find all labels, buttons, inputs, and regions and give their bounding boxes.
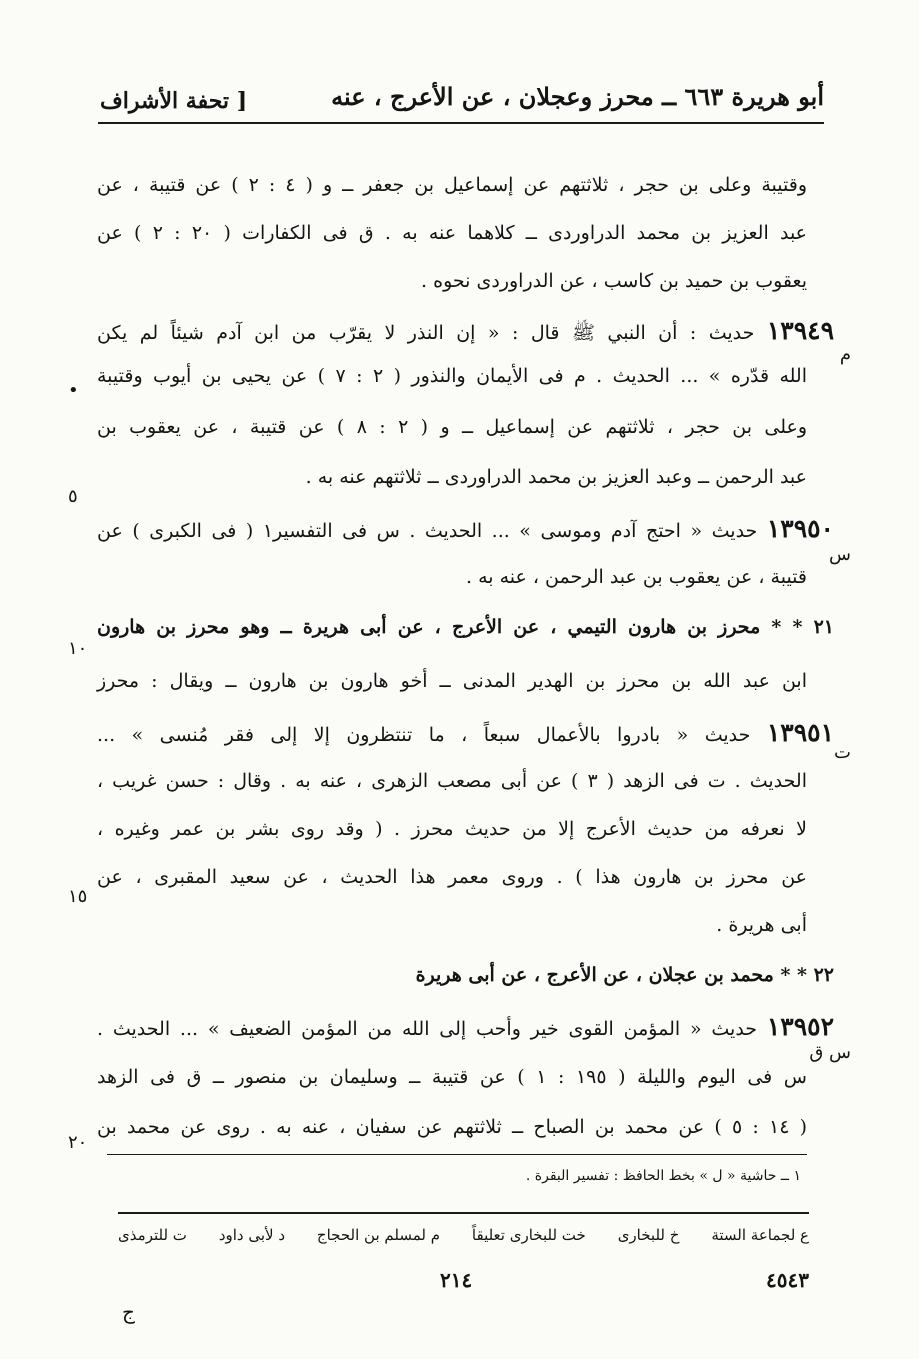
text-line: عبد العزيز بن محمد الدراوردى ــ كلاهما عنه به . ق فى الكفارات ( ٢٠ : ٢ ) عن	[97, 222, 808, 244]
text-line: عن محرز بن هارون هذا ) . وروى معمر هذا الحديث ، عن سعيد المقبرى ، عن	[97, 866, 807, 888]
hadith-entry-line: ١٣٩٥٢ حديث « المؤمن القوى خير وأحب إلى الله من المؤمن الضعيف » ... الحديث .	[97, 1012, 834, 1041]
page-number: ٢١٤	[440, 1268, 473, 1292]
hadith-number: ١٣٩٥٠	[766, 514, 834, 543]
hadith-number: ١٣٩٥١	[766, 718, 834, 747]
hadith-number: ١٣٩٤٩	[766, 316, 835, 345]
narrator-heading-line: ٢١ * * محرز بن هارون التيمي ، عن الأعرج ، عن أبى هريرة ــ وهو محرز بن هارون	[97, 616, 834, 638]
hadith-number: ١٣٩٥٢	[766, 1012, 834, 1041]
legend-item: ت للترمذى	[118, 1226, 187, 1244]
margin-siglum: م	[839, 344, 851, 365]
footnote-rule	[107, 1154, 807, 1155]
header-rule	[98, 122, 824, 124]
hadith-entry-line: ١٣٩٥٠ حديث « احتج آدم وموسى » ... الحديث . س فى التفسير١ ( فى الكبرى ) عن	[97, 514, 834, 543]
text-line: عبد الرحمن ــ وعبد العزيز بن محمد الدراوردى ــ ثلاثتهم عنه به .	[305, 466, 807, 488]
margin-siglum: ت	[834, 742, 851, 763]
running-title: أبو هريرة ٦٦٣ ــ محرز وعجلان ، عن الأعرج ، عنه	[331, 82, 824, 111]
text-line: س فى اليوم والليلة ( ١٩٥ : ١ ) عن قتيبة ــ وسليمان بن منصور ــ ق فى الزهد	[97, 1066, 807, 1088]
hadith-entry-line: ١٣٩٤٩ حديث : أن النبي ﷺ قال : « إن النذر لا يقرّب من ابن آدم شيئاً لم يكن	[97, 316, 835, 345]
margin-siglum: س ق	[809, 1042, 851, 1063]
margin-siglum: س	[829, 544, 851, 565]
text-line: أبى هريرة .	[716, 914, 807, 936]
footnote: ١ ــ حاشية « ل » بخط الحافظ : تفسير البقرة .	[525, 1168, 801, 1184]
margin-line-number: ١٥	[68, 886, 88, 907]
volume-page-number: ٤٥٤٣	[766, 1268, 809, 1292]
text-line: الله قدّره » ... الحديث . م فى الأيمان والنذور ( ٢ : ٧ ) عن يحيى بن أيوب وقتيبة	[97, 365, 807, 387]
legend-item: خ للبخارى	[617, 1226, 680, 1244]
section-number: ٢١ * *	[771, 616, 834, 638]
text-line: قتيبة ، عن يعقوب بن عبد الرحمن ، عنه به .	[465, 566, 807, 588]
hadith-entry-line: ١٣٩٥١ حديث « بادروا بالأعمال سبعاً ، ما تنتظرون إلا إلى فقر مُنسى » ...	[97, 718, 834, 747]
text-line: ( ١٤ : ٥ ) عن محمد بن الصباح ــ ثلاثتهم عن سفيان ، عنه به . روى عن محمد بن	[97, 1116, 808, 1138]
sigla-legend	[118, 1226, 809, 1244]
legend-item: د لأبى داود	[218, 1226, 286, 1244]
text-line: وقتيبة وعلى بن حجر ، ثلاثتهم عن إسماعيل بن جعفر ــ و ( ٤ : ٢ ) عن قتيبة ، عن	[97, 174, 808, 196]
margin-dot: •	[68, 380, 79, 401]
legend-item: خت للبخارى تعليقاً	[471, 1226, 586, 1244]
section-number: ٢٢ * *	[780, 964, 834, 986]
narrator-heading-line: ٢٢ * * محمد بن عجلان ، عن الأعرج ، عن أبى هريرة	[415, 964, 834, 986]
legend-item: م لمسلم بن الحجاج	[316, 1226, 441, 1244]
margin-line-number: ٥	[68, 486, 78, 507]
text-line: يعقوب بن حميد بن كاسب ، عن الدراوردى نحوه .	[421, 270, 807, 292]
margin-line-number: ١٠	[68, 638, 88, 659]
legend-rule	[118, 1212, 809, 1214]
text-line: لا نعرفه من حديث الأعرج إلا من حديث محرز . ( وقد روى بشر بن عمر وغيره ،	[97, 818, 807, 840]
book-title: [ تحفة الأشراف	[100, 88, 248, 114]
signature-mark: ج	[122, 1300, 135, 1324]
text-line: وعلى بن حجر ، ثلاثتهم عن إسماعيل ــ و ( ٢ : ٨ ) عن قتيبة ، عن يعقوب بن	[97, 416, 807, 438]
text-line: ابن عبد الله بن محرز بن الهدير المدنى ــ أخو هارون بن هارون ــ ويقال : محرز	[97, 670, 807, 692]
text-line: الحديث . ت فى الزهد ( ٣ ) عن أبى مصعب الزهرى ، عنه به . وقال : حسن غريب ،	[97, 770, 807, 792]
margin-line-number: ٢٠	[68, 1132, 88, 1153]
legend-item: ع لجماعة الستة	[711, 1226, 809, 1244]
